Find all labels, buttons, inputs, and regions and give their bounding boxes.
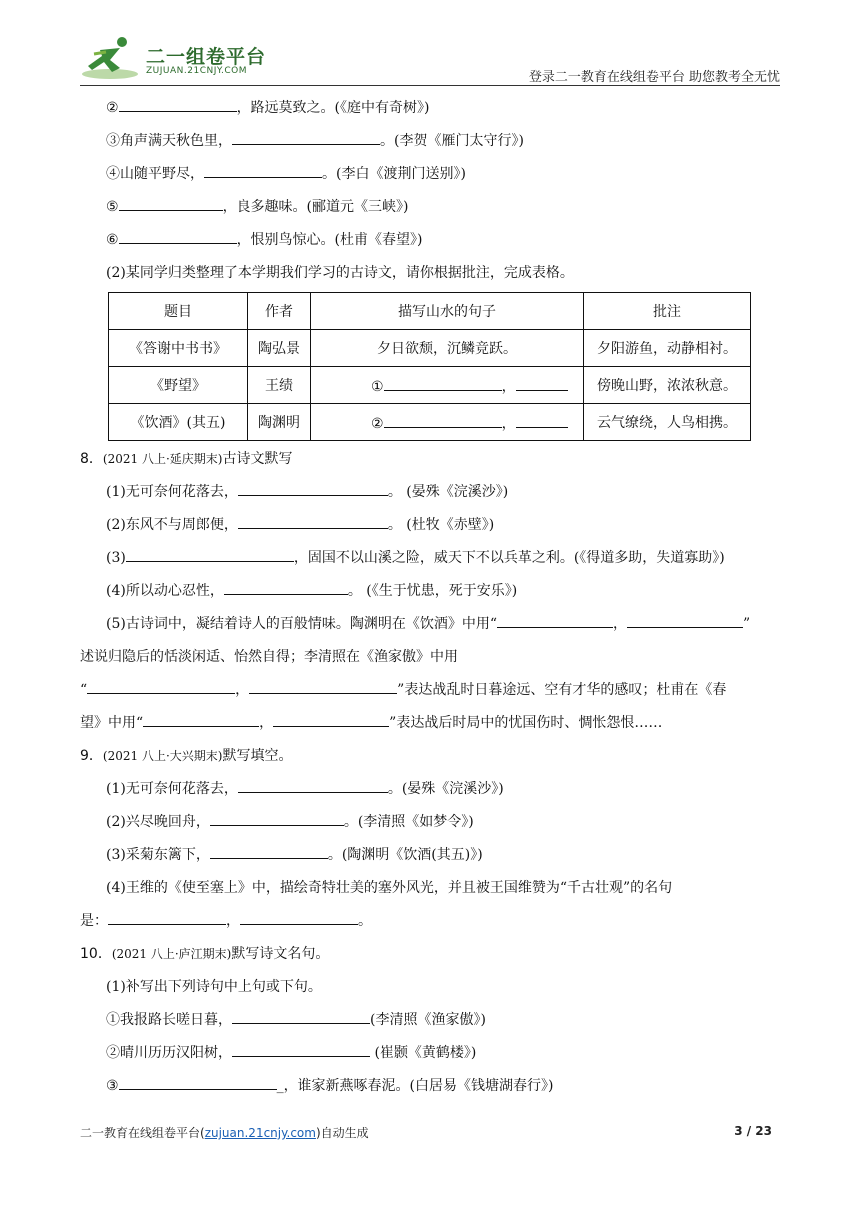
table-cell: ① ，	[311, 367, 584, 404]
answer-blank[interactable]	[238, 512, 388, 529]
q7-line-4: ④山随平野尽， 。(李白《渡荆门送别》)	[80, 158, 780, 191]
q8-item: (4)所以动心忍性， 。 (《生于忧患，死于安乐》)	[80, 575, 780, 608]
table-cell: ② ，	[311, 404, 584, 441]
header-slogan: 登录二一教育在线组卷平台 助您教考全无忧	[528, 70, 780, 85]
page-header	[80, 34, 780, 86]
q10-item: (1)补写出下列诗句中上句或下句。	[106, 979, 322, 995]
q8-continuation: 述说归隐后的恬淡闲适、怡然自得；李清照在《渔家傲》中用	[80, 649, 458, 665]
answer-blank[interactable]	[232, 1040, 370, 1057]
q8-item: (2)东风不与周郎便， 。 (杜牧《赤壁》)	[80, 509, 780, 542]
table-cell: 夕日欲颓，沉鳞竞跃。	[311, 330, 584, 367]
page-footer: 二一教育在线组卷平台(zujuan.21cnjy.com)自动生成 3 / 23	[80, 1124, 772, 1140]
answer-blank[interactable]	[204, 161, 322, 178]
answer-blank[interactable]	[119, 95, 237, 112]
table-cell: 王绩	[248, 367, 311, 404]
answer-blank[interactable]	[240, 908, 358, 925]
answer-blank[interactable]	[238, 479, 388, 496]
answer-blank[interactable]	[497, 611, 613, 628]
question-8-header: 8．(2021 八上·延庆期末)古诗文默写	[80, 451, 293, 467]
answer-blank[interactable]	[119, 227, 237, 244]
answer-blank[interactable]	[119, 194, 223, 211]
q10-item: ①我报路长嗟日暮， (李清照《渔家傲》)	[80, 1004, 780, 1037]
logo-title: 二一组卷平台	[146, 46, 267, 68]
answer-blank[interactable]	[108, 908, 226, 925]
q9-continuation: 是： ， 。	[80, 905, 780, 938]
q8-item: (5)古诗词中，凝结着诗人的百般情味。陶渊明在《饮酒》中用“ ， ”	[80, 608, 780, 641]
table-row	[109, 404, 751, 441]
answer-blank[interactable]	[119, 1073, 277, 1090]
q7-line-3: ③角声满天秋色里， 。(李贺《雁门太守行》)	[80, 125, 780, 158]
header-divider	[80, 85, 780, 86]
answer-blank[interactable]	[627, 611, 743, 628]
q10-item: ③ _，谁家新燕啄春泥。(白居易《钱塘湖春行》)	[80, 1070, 780, 1103]
q7-part-2: (2)某同学归类整理了本学期我们学习的古诗文，请你根据批注，完成表格。	[106, 265, 574, 281]
q7-line-5: ⑤ ，良多趣味。(郦道元《三峡》)	[80, 191, 780, 224]
answer-blank[interactable]	[384, 411, 502, 428]
question-9-header: 9．(2021 八上·大兴期末)默写填空。	[80, 748, 293, 764]
table-cell: 陶渊明	[248, 404, 311, 441]
platform-link[interactable]: zujuan.21cnjy.com	[204, 1126, 316, 1140]
logo-subtitle: ZUJUAN.21CNJY.COM	[146, 66, 248, 76]
answer-blank[interactable]	[516, 411, 568, 428]
table-cell: 《饮酒》(其五)	[109, 404, 248, 441]
answer-blank[interactable]	[87, 677, 235, 694]
q7-line-2: ② ，路远莫致之。(《庭中有奇树》)	[80, 92, 780, 125]
answer-blank[interactable]	[516, 374, 568, 391]
answer-blank[interactable]	[232, 128, 380, 145]
page-content	[80, 92, 780, 1103]
answer-blank[interactable]	[210, 842, 328, 859]
table-cell: 《野望》	[109, 367, 248, 404]
runner-logo-icon	[80, 34, 142, 82]
answer-blank[interactable]	[273, 710, 389, 727]
table-header: 题目	[109, 293, 248, 330]
table-row	[109, 330, 751, 367]
q9-item: (2)兴尽晚回舟， 。(李清照《如梦令》)	[80, 806, 780, 839]
table-cell: 云气缭绕，人鸟相携。	[584, 404, 751, 441]
answer-blank[interactable]	[238, 776, 388, 793]
table-header-row	[109, 293, 751, 330]
table-header: 描写山水的句子	[311, 293, 584, 330]
q8-item: (3) ，固国不以山溪之险，威天下不以兵革之利。(《得道多助，失道寡助》)	[80, 542, 780, 575]
question-10-header: 10．(2021 八上·庐江期末)默写诗文名句。	[80, 946, 330, 962]
table-cell: 陶弘景	[248, 330, 311, 367]
table-header: 批注	[584, 293, 751, 330]
table-cell: 傍晚山野，浓浓秋意。	[584, 367, 751, 404]
q8-continuation: “ ， ”表达战乱时日暮途远、空有才华的感叹；杜甫在《春	[80, 674, 780, 707]
q9-item: (4)王维的《使至塞上》中，描绘奇特壮美的塞外风光，并且被王国维赞为“千古壮观”的名句	[106, 880, 673, 896]
table-header: 作者	[248, 293, 311, 330]
q7-line-6: ⑥ ，恨别鸟惊心。(杜甫《春望》)	[80, 224, 780, 257]
answer-blank[interactable]	[249, 677, 397, 694]
poem-table	[108, 292, 751, 441]
q9-item: (3)采菊东篱下， 。(陶渊明《饮酒(其五)》)	[80, 839, 780, 872]
answer-blank[interactable]	[232, 1007, 370, 1024]
answer-blank[interactable]	[384, 374, 502, 391]
answer-blank[interactable]	[143, 710, 259, 727]
answer-blank[interactable]	[224, 578, 348, 595]
q8-continuation: 望》中用“ ， ”表达战后时局中的忧国伤时、惆怅怨恨……	[80, 707, 780, 740]
answer-blank[interactable]	[126, 545, 294, 562]
q9-item: (1)无可奈何花落去， 。(晏殊《浣溪沙》)	[80, 773, 780, 806]
platform-logo[interactable]	[80, 34, 320, 82]
page-number: 3 / 23	[734, 1124, 772, 1138]
table-cell: 夕阳游鱼，动静相衬。	[584, 330, 751, 367]
table-row	[109, 367, 751, 404]
q10-item: ②晴川历历汉阳树， (崔颢《黄鹤楼》)	[80, 1037, 780, 1070]
q8-item: (1)无可奈何花落去， 。 (晏殊《浣溪沙》)	[80, 476, 780, 509]
answer-blank[interactable]	[210, 809, 344, 826]
table-cell: 《答谢中书书》	[109, 330, 248, 367]
